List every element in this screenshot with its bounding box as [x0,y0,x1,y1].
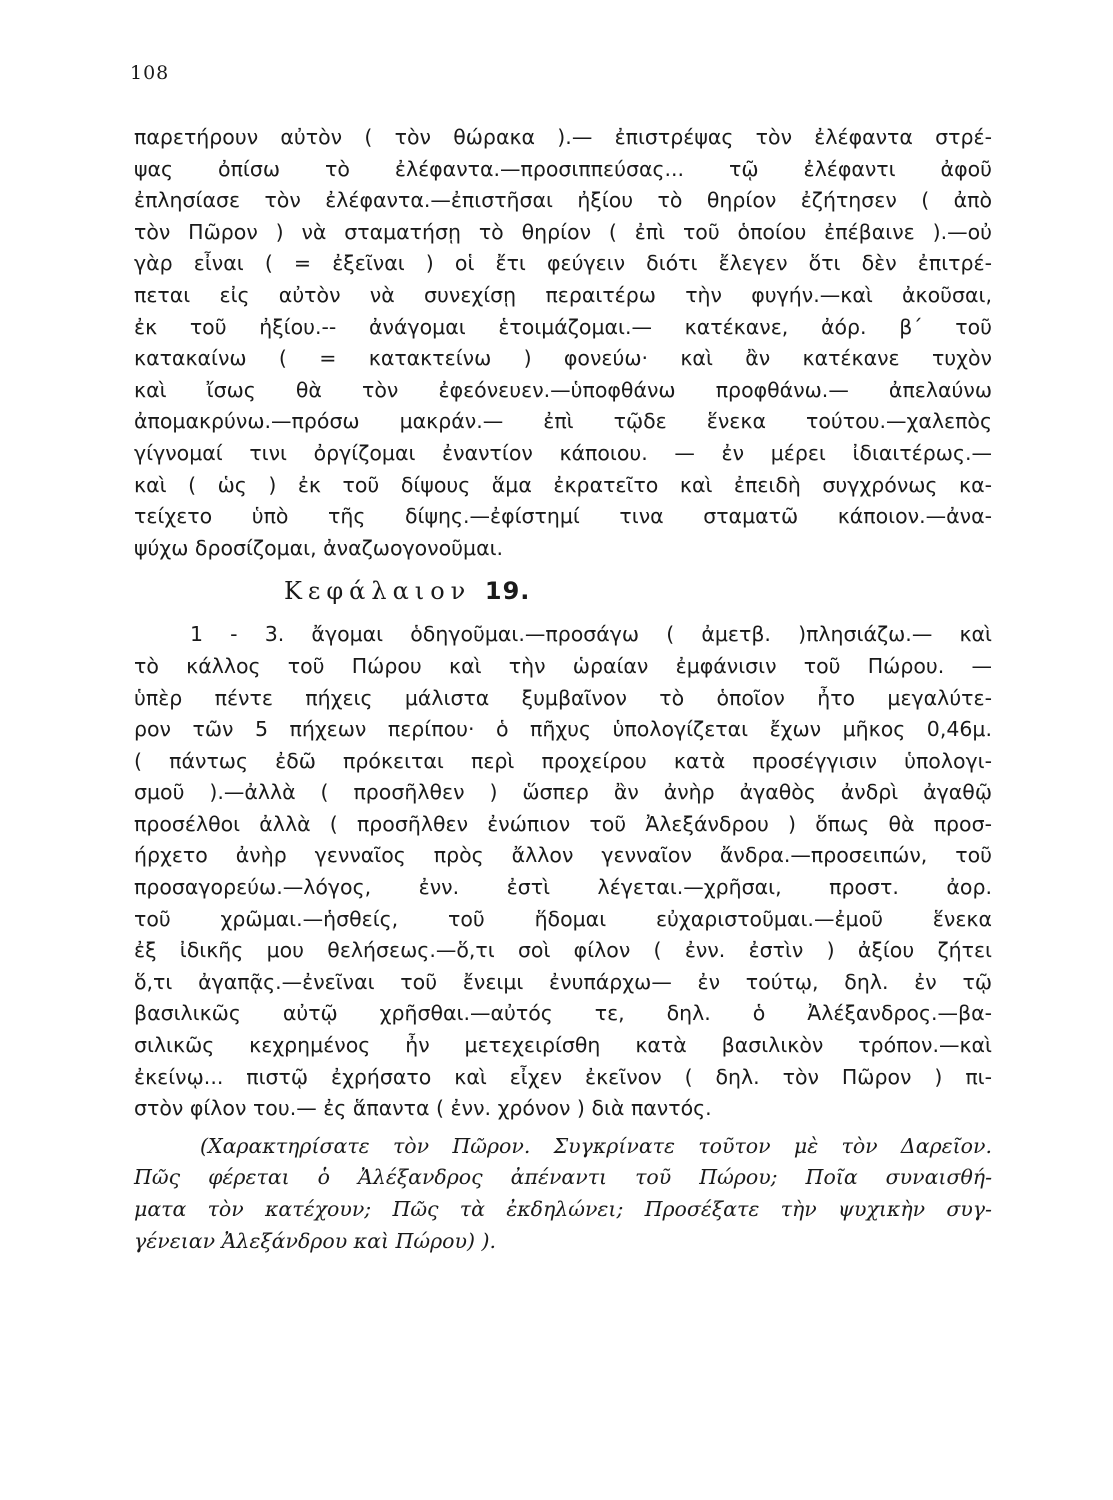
text-line: ψας ὀπίσω τὸ ἐλέφαντα.—προσιππεύσας... τῷ ἐλέφαντι ἀφοῦ [134,156,992,181]
question-line: (Χαρακτηρίσατε τὸν Πῶρον. Συγκρίνατε τοῦτον μὲ τὸν Δαρεῖον. [200,1133,992,1158]
page-number: 108 [130,62,170,84]
text-line: παρετήρουν αὐτὸν ( τὸν θώρακα ).— ἐπιστρέψας τὸν ἐλέφαντα στρέ- [134,125,992,149]
chapter-text-line: ἐξ ἰδικῆς μου θελήσεως.—ὅ,τι σοὶ φίλον ( ἐνν. ἐστὶν ) ἀξίου ζήτει [134,938,992,963]
chapter-text-line: ἐκείνῳ... πιστῷ ἐχρήσατο καὶ εἶχεν ἐκεῖνον ( δηλ. τὸν Πῶρον ) πι- [134,1064,992,1089]
text-line: καὶ ἴσως θὰ τὸν ἐφεόνευεν.—ὑποφθάνω προφθάνω.— ἀπελαύνω [134,377,992,402]
text-line: πεται εἰς αὐτὸν νὰ συνεχίσῃ περαιτέρω τὴν φυγήν.—καὶ ἀκοῦσαι, [134,282,992,307]
text-line: γὰρ εἶναι ( = ἐξεῖναι ) οἱ ἔτι φεύγειν διότι ἔλεγεν ὅτι δὲν ἐπιτρέ- [134,251,992,276]
text-line: καὶ ( ὡς ) ἐκ τοῦ δίψους ἅμα ἐκρατεῖτο καὶ ἐπειδὴ συγχρόνως κα- [134,472,992,497]
chapter-text-line: τὸ κάλλος τοῦ Πώρου καὶ τὴν ὡραίαν ἐμφάνισιν τοῦ Πώρου. — [134,653,992,678]
question-line: ματα τὸν κατέχουν; Πῶς τὰ ἐκδηλώνει; Προσέξατε τὴν ψυχικὴν συγ- [134,1197,992,1221]
chapter-text-line: ρον τῶν 5 πήχεων περίπου· ὁ πῆχυς ὑπολογίζεται ἔχων μῆκος 0,46μ. [134,717,992,742]
chapter-number: 19. [484,577,531,606]
text-line: ψύχω δροσίζομαι, ἀναζωογονοῦμαι. [134,535,504,560]
text-line: ἐπλησίασε τὸν ἐλέφαντα.—ἐπιστῆσαι ἠξίου τὸ θηρίον ἐζήτησεν ( ἀπὸ [134,188,992,213]
chapter-text-line: σιλικῶς κεχρημένος ἦν μετεχειρίσθη κατὰ βασιλικὸν τρόπον.—καὶ [134,1033,992,1058]
chapter-text-line: ( πάντως ἐδῶ πρόκειται περὶ προχείρου κατὰ προσέγγισιν ὑπολογι- [134,748,992,773]
chapter-text-line: σμοῦ ).—ἀλλὰ ( προσῆλθεν ) ὥσπερ ἂν ἀνὴρ ἀγαθὸς ἀνδρὶ ἀγαθῷ [134,780,992,805]
text-line: κατακαίνω ( = κατακτείνω ) φονεύω· καὶ ἂν κατέκανε τυχὸν [134,346,992,371]
chapter-text-line: στὸν φίλον του.— ἐς ἅπαντα ( ἐνν. χρόνον ) διὰ παντός. [134,1096,712,1121]
text-line: τὸν Πῶρον ) νὰ σταματήσῃ τὸ θηρίον ( ἐπὶ τοῦ ὁποίου ἐπέβαινε ).—οὐ [134,219,992,244]
text-line: γίγνομαί τινι ὀργίζομαι ἐναντίον κάποιου. — ἐν μέρει ἰδιαιτέρως.— [134,440,992,465]
text-line: ἐκ τοῦ ἠξίου.-- ἀνάγομαι ἑτοιμάζομαι.— κατέκανε, ἀόρ. β΄ τοῦ [134,314,992,339]
chapter-text-line: ὑπὲρ πέντε πήχεις μάλιστα ξυμβαῖνον τὸ ὁποῖον ἦτο μεγαλύτε- [134,685,992,710]
chapter-text-line: 1 - 3. ἄγομαι ὁδηγοῦμαι.—προσάγω ( ἀμετβ. )πλησιάζω.— καὶ [190,622,992,647]
chapter-text-line: προσαγορεύω.—λόγος, ἐνν. ἐστὶ λέγεται.—χρῆσαι, προστ. ἀορ. [134,875,992,900]
chapter-text-line: βασιλικῶς αὐτῷ χρῆσθαι.—αὐτός τε, δηλ. ὁ Ἀλέξανδρος.—βα- [134,1001,992,1026]
text-line: ἀπομακρύνω.—πρόσω μακράν.— ἐπὶ τῷδε ἕνεκα τούτου.—χαλεπὸς [134,409,992,434]
question-line: Πῶς φέρεται ὁ Ἀλέξανδρος ἀπέναντι τοῦ Πώρου; Ποῖα συναισθή- [134,1165,992,1190]
chapter-text-line: τοῦ χρῶμαι.—ἡσθείς, τοῦ ἥδομαι εὐχαριστοῦμαι.—ἐμοῦ ἕνεκα [134,906,992,931]
text-line: τείχετο ὑπὸ τῆς δίψης.—ἐφίστημί τινα σταματῶ κάποιον.—ἀνα- [134,504,992,529]
chapter-title: Κεφάλαιον [284,577,472,606]
page-body [134,122,992,1257]
chapter-text-line: προσέλθοι ἀλλὰ ( προσῆλθεν ἐνώπιον τοῦ Ἀλεξάνδρου ) ὅπως θὰ προσ- [134,811,992,836]
chapter-heading [134,564,992,619]
chapter-text-line: ὅ,τι ἀγαπᾷς.—ἐνεῖναι τοῦ ἔνειμι ἐνυπάρχω— ἐν τούτῳ, δηλ. ἐν τῷ [134,969,992,994]
chapter-text-line: ήρχετο ἀνὴρ γενναῖος πρὸς ἄλλον γενναῖον ἄνδρα.—προσειπών, τοῦ [134,843,992,868]
question-line: γένειαν Ἀλεξάνδρου καὶ Πώρου) ). [134,1228,497,1253]
